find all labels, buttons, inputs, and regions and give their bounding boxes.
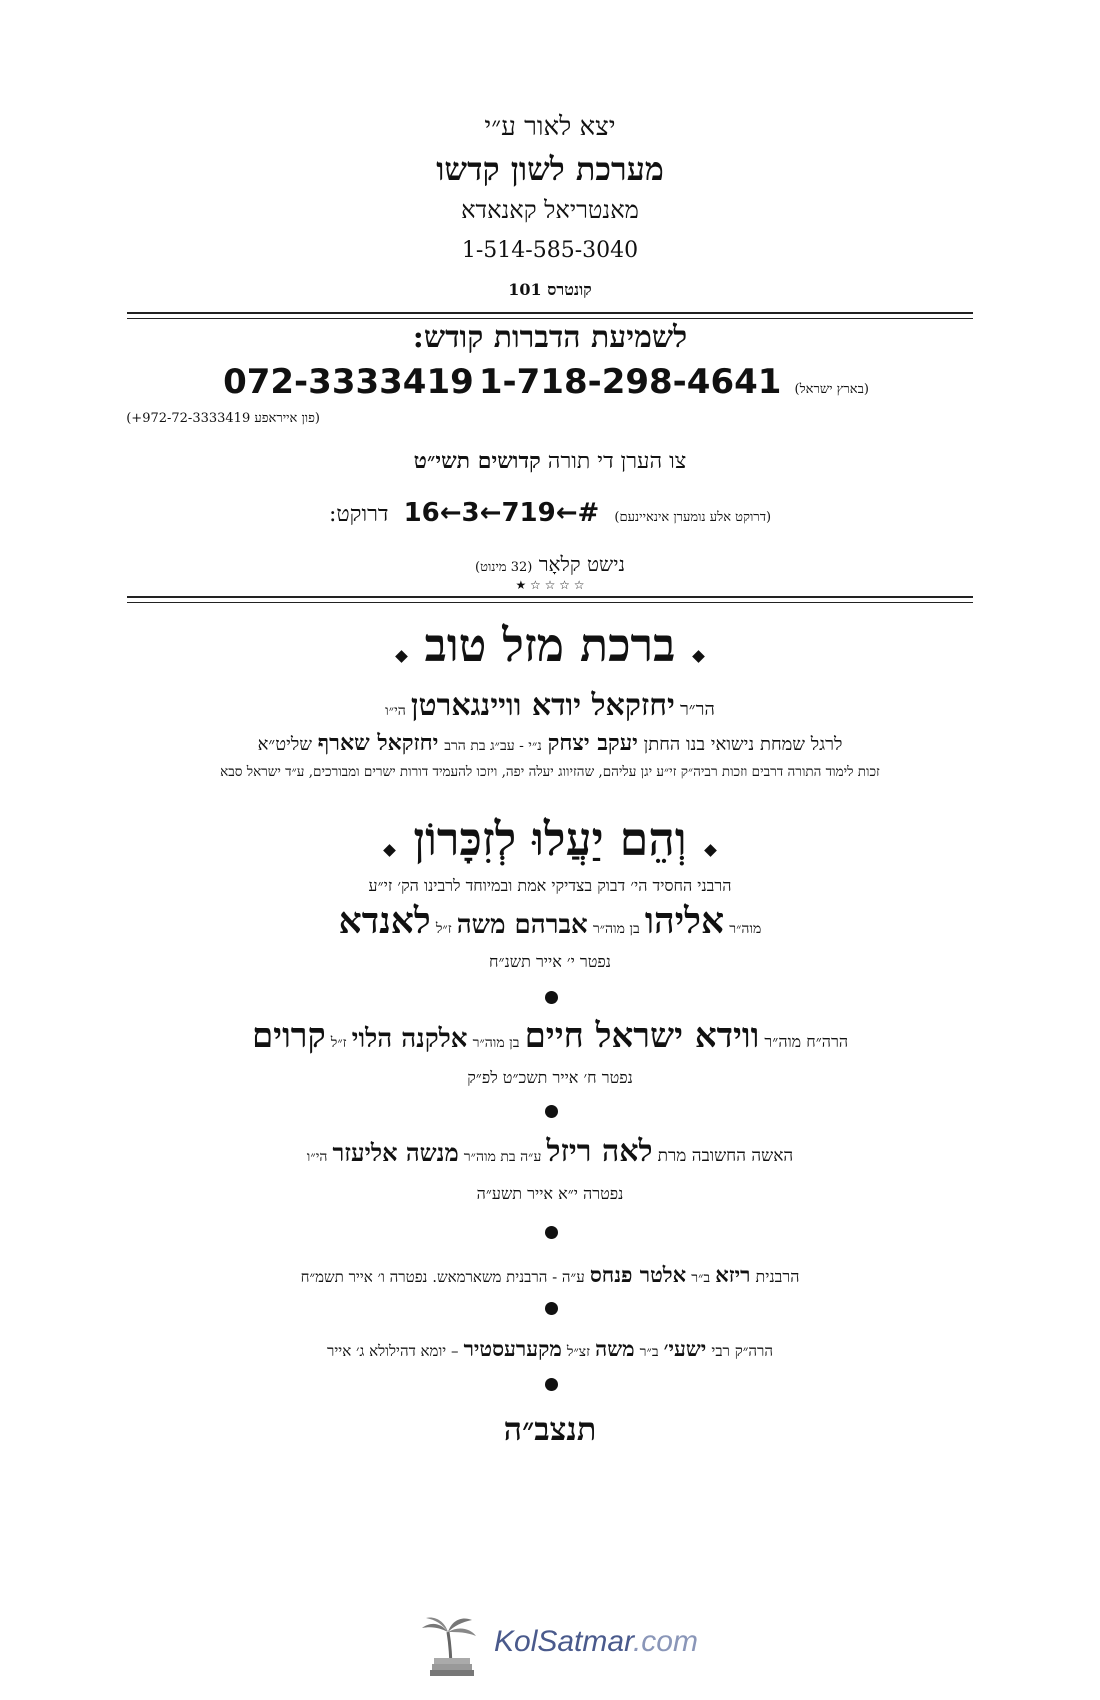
entry4-line	[0, 1262, 1100, 1288]
entry4-father: אלטר פנחס	[589, 1262, 687, 1287]
hotline-numbers	[0, 362, 1100, 402]
divider-top-thin	[127, 318, 973, 319]
entry1-name: אליהו	[644, 900, 725, 942]
entry1-prefix: מוה״ר	[729, 921, 762, 937]
entry5-surname: מקערעסטיר	[463, 1336, 562, 1361]
occasion-text-b: נ״י - עב״ג בת הרב	[444, 738, 542, 754]
entry2-prefix: הרה״ח מוה״ר	[764, 1032, 849, 1051]
entry4-prefix: הרבנית	[755, 1267, 800, 1286]
entry1-description: הרבני החסיד הי׳ דבוק בצדיקי אמת ובמיוחד לרבינו הק׳ זי״ע	[368, 876, 732, 895]
diamond-icon	[693, 650, 706, 663]
hotline-title: לשמיעת הדברות קודש:	[412, 320, 688, 355]
entry5-name: ישעי׳	[663, 1336, 707, 1361]
bullet-separator	[545, 1302, 558, 1315]
divider-middle-thin	[127, 602, 973, 603]
shiur-title: קדושים תשי״ט	[413, 448, 541, 474]
entry3-name-line	[0, 1134, 1100, 1169]
entry5-suffix: – יומא דהילולא ג׳ אייר	[326, 1342, 459, 1360]
diamond-icon	[383, 844, 396, 857]
press-line	[0, 498, 1100, 528]
press-code: #←719←3←16	[403, 498, 600, 528]
entry4-name: ריזא	[715, 1262, 751, 1287]
divider-middle	[127, 596, 973, 598]
blessing-text: זכות לימוד התורה דרבים וזכות רביה״ק זי״ע יגן עליהם, שהזיווג יעלה יפה, ויזכו להעמיד דורות ישרים ומבורכים, ע״ד ישראל סבא	[220, 764, 880, 780]
quality-line	[0, 552, 1100, 577]
entry4-suffix: ע״ה - הרבנית משארמאש. נפטרה ו׳ אייר תשמ״ח	[300, 1268, 585, 1286]
press-label: דרוקט:	[328, 502, 389, 527]
honoree-suffix: הי״ו	[385, 703, 406, 719]
honoree-line	[0, 688, 1100, 723]
entry5-zl: זצ״ל	[566, 1344, 591, 1360]
rating-stars: ★ ☆ ☆ ☆ ☆	[515, 578, 585, 592]
entry2-name: ווידא ישראל חיים	[524, 1016, 760, 1056]
entry5-line	[0, 1336, 1100, 1362]
shiur-intro: צו הערן די תורה	[547, 449, 687, 474]
entry3-mid: ע״ה בת מוה״ר	[463, 1149, 542, 1165]
honoree-prefix: הר״ר	[679, 699, 715, 720]
entry2-surname: קרוים	[251, 1016, 326, 1056]
entry2-father: אלקנה הלוי	[351, 1024, 468, 1054]
entry2-mid: בן מוה״ר	[472, 1035, 520, 1051]
bullet-separator	[545, 991, 558, 1004]
entry3-father: מנשה אליעזר	[332, 1138, 459, 1167]
entry5-father: משה	[595, 1336, 635, 1361]
diamond-icon	[395, 650, 408, 663]
bullet-separator	[545, 1378, 558, 1391]
bride-father-name: יחזקאל שארף	[317, 730, 439, 756]
entry5-prefix: הרה״ק רבי	[711, 1342, 774, 1360]
entry3-name: לאה ריזל	[546, 1134, 653, 1169]
hotline-number-us: 1-718-298-4641	[478, 362, 782, 402]
memorial-heading: וְהֵם יַעֲלוּ לְזִכָּרוֹן	[413, 812, 687, 866]
entry1-zl: ז״ל	[435, 921, 452, 937]
europe-note: (פון אייראפע 972-72-3333419+)	[126, 411, 320, 426]
publisher-intro: יצא לאור ע״י	[484, 112, 616, 142]
shiur-title-line	[0, 448, 1100, 474]
publisher-phone: 1-514-585-3040	[461, 238, 639, 263]
kolsatmar-logo-text	[494, 1625, 698, 1659]
pamphlet-number: קונטרס 101	[508, 280, 592, 299]
entry1-date: נפטר י׳ אייר תשנ״ח	[489, 952, 611, 971]
brand-name: KolSatmar	[494, 1625, 633, 1658]
diamond-icon	[704, 844, 717, 857]
brand-tld: .com	[632, 1625, 698, 1658]
entry3-date: נפטרה י״א אייר תשע״ה	[476, 1184, 624, 1203]
publisher-location: מאנטריאל קאנאדא	[461, 196, 639, 224]
entry1-name-line	[0, 900, 1100, 942]
occasion-line	[0, 730, 1100, 756]
entry1-surname: לאנדא	[338, 900, 431, 942]
honoree-name: יחזקאל יודא וויינגארטן	[410, 688, 675, 723]
divider-top	[127, 312, 973, 314]
entry2-name-line	[0, 1016, 1100, 1056]
press-note: (דרוקט אלע נומערן אינאיינעם)	[614, 510, 772, 525]
occasion-text-a: לרגל שמחת נישואי בנו החתן	[643, 734, 843, 755]
entry2-date: נפטר ח׳ אייר תשכ״ט לפ״ק	[467, 1068, 633, 1087]
entry1-mid: בן מוה״ר	[592, 921, 640, 937]
bullet-separator	[545, 1105, 558, 1118]
entry1-father: אברהם משה	[456, 910, 588, 940]
publisher-name: מערכת לשון קדשו	[436, 150, 664, 188]
entry4-mid: ב״ר	[691, 1270, 711, 1286]
bullet-separator	[545, 1226, 558, 1239]
entry2-zl: ז״ל	[330, 1035, 347, 1051]
hotline-number-il: 072-3333419	[223, 362, 474, 402]
memorial-heading-row	[0, 812, 1100, 866]
duration-note: (32 מינוט)	[475, 560, 533, 575]
groom-name: יעקב יצחק	[547, 730, 638, 756]
occasion-text-c: שליט״א	[257, 734, 313, 755]
closing-text: תנצב״ה	[503, 1410, 597, 1448]
entry5-mid: ב״ר	[639, 1344, 659, 1360]
palm-tree-books-icon	[418, 1612, 488, 1682]
entry3-suffix: הי״ו	[306, 1149, 328, 1165]
mazel-tov-heading: ברכת מזל טוב	[424, 618, 676, 672]
entry3-prefix: האשה החשובה מרת	[657, 1146, 794, 1166]
mazel-tov-heading-row	[0, 618, 1100, 672]
israel-note: (בארץ ישראל)	[794, 382, 869, 397]
quality-text: נישט קלאָר	[538, 552, 625, 576]
